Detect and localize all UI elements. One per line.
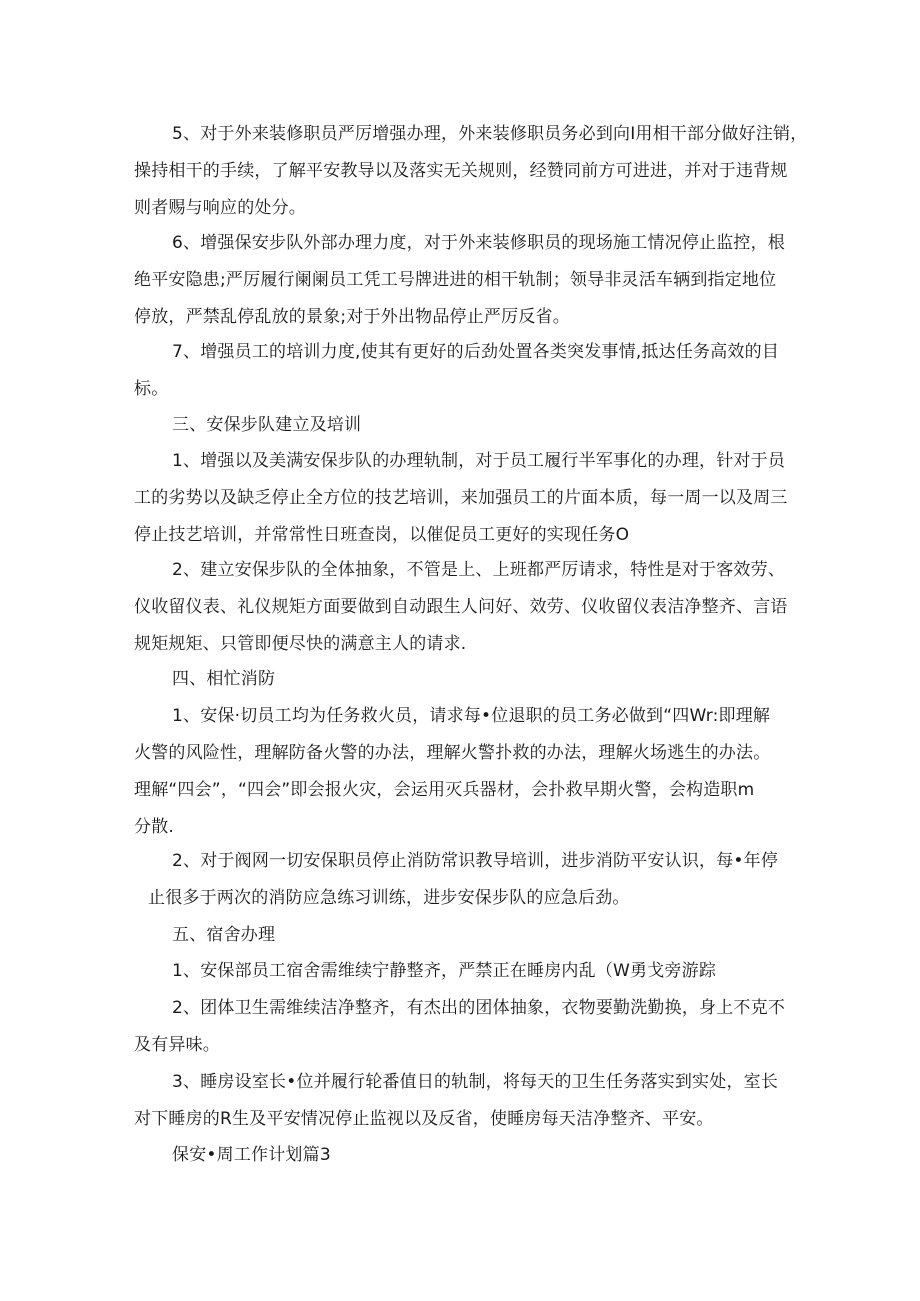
text-line: 6、增强保安步队外部办理力度，对于外来装修职员的现场施工情况停止监控，根 bbox=[172, 233, 786, 253]
section-5-paragraph-3 bbox=[134, 1064, 786, 1138]
text-line: 理解“四会”，“四会”即会报火灾，会运用灭兵器材，会扑救早期火警，会构造职m bbox=[134, 780, 755, 800]
text-line: 操持相干的手续，了解平安教导以及落实无关规则，经赞同前方可进进，并对于违背规 bbox=[134, 161, 788, 181]
text-line: 1、安保·切员工均为任务救火员，请求每•位退职的员工务必做到“四Wr:即理解 bbox=[172, 706, 771, 726]
text-line: 止很多于两次的消防应急练习训练，进步安保步队的应急后劲。 bbox=[148, 888, 630, 908]
heading-text: 五、宿舍办理 bbox=[172, 925, 276, 945]
text-line: 2、对于阀网一切安保职员停止消防常识教导培训，进步消防平安认识，每•年停 bbox=[172, 851, 779, 871]
section-5-paragraph-1 bbox=[134, 953, 786, 990]
text-line: 停放，严禁乱停乱放的景象;对于外出物品停止严厉反省。 bbox=[134, 307, 570, 327]
section-5-paragraph-2 bbox=[134, 990, 786, 1064]
text-line: 5、对于外来装修职员严厉增强办理，外来装修职员务必到向I用相干部分做好注销， bbox=[172, 124, 808, 144]
text-line: 7、增强员工的培训力度,使其有更好的后劲处置各类突发事情,抵达任务高效的目 bbox=[172, 342, 780, 362]
section-heading-5 bbox=[134, 917, 786, 954]
next-section-title bbox=[134, 1137, 786, 1174]
paragraph-6 bbox=[134, 225, 786, 336]
text-line: 1、安保部员工宿舍需维续宁静整齐，严禁正在睡房内乱（W勇戈旁游踪 bbox=[172, 961, 717, 981]
text-line: 分散. bbox=[134, 817, 175, 837]
text-line: 2、团体卫生需维续洁净整齐，有杰出的团体抽象，衣物要勤洗勤换，身上不克不 bbox=[172, 998, 786, 1018]
paragraph-5 bbox=[134, 116, 808, 227]
text-line: 仪收留仪表、礼仪规矩方面要做到自动跟生人问好、效劳、仪收留仪表洁净整齐、言语 bbox=[134, 597, 788, 617]
text-line: 停止技艺培训，并常常性日班查岗，以催促员工更好的实现任务O bbox=[134, 525, 630, 545]
section-heading-3 bbox=[134, 407, 786, 444]
paragraph-7 bbox=[134, 334, 786, 408]
text-line: 标。 bbox=[134, 379, 169, 399]
section-4-paragraph-1 bbox=[134, 698, 786, 846]
text-line: 规矩规矩、只管即便尽快的满意主人的请求. bbox=[134, 634, 467, 654]
text-line: 火警的风险性，理解防备火警的办法，理解火警扑救的办法，理解火场逃生的办法。 bbox=[134, 743, 771, 763]
section-3-paragraph-2 bbox=[134, 552, 786, 663]
section-3-paragraph-1 bbox=[134, 443, 786, 554]
text-line: 3、睡房设室长•位并履行轮番值日的轨制，将每天的卫生任务落实到实处，室长 bbox=[172, 1072, 779, 1092]
text-line: 对下睡房的R生及平安情况停止监视以及反省，使睡房每天洁净整齐、平安。 bbox=[134, 1109, 714, 1129]
heading-text: 四、相忙消防 bbox=[172, 669, 276, 689]
text-line: 2、建立安保步队的全体抽象，不管是上、上班都严厉请求，特性是对于客效劳、 bbox=[172, 560, 786, 580]
text-line: 1、增强以及美满安保步队的办理轨制，对于员工履行半军事化的办理，针对于员 bbox=[172, 451, 786, 471]
section-4-paragraph-2 bbox=[134, 843, 786, 917]
section-heading-4 bbox=[134, 661, 786, 698]
text-line: 则者赐与响应的处分。 bbox=[134, 198, 306, 218]
text-line: 绝平安隐患;严厉履行阑阑员工凭工号牌进进的相干轨制；领导非灵活车辆到指定地位 bbox=[134, 270, 777, 290]
text-line: 及有异味。 bbox=[134, 1035, 220, 1055]
text-line: 工的劣势以及缺乏停止全方位的技艺培训，来加强员工的片面本质，每一周一以及周三 bbox=[134, 488, 788, 508]
heading-text: 三、安保步队建立及培训 bbox=[172, 415, 362, 435]
heading-text: 保安•周工作计划篇3 bbox=[172, 1145, 331, 1165]
